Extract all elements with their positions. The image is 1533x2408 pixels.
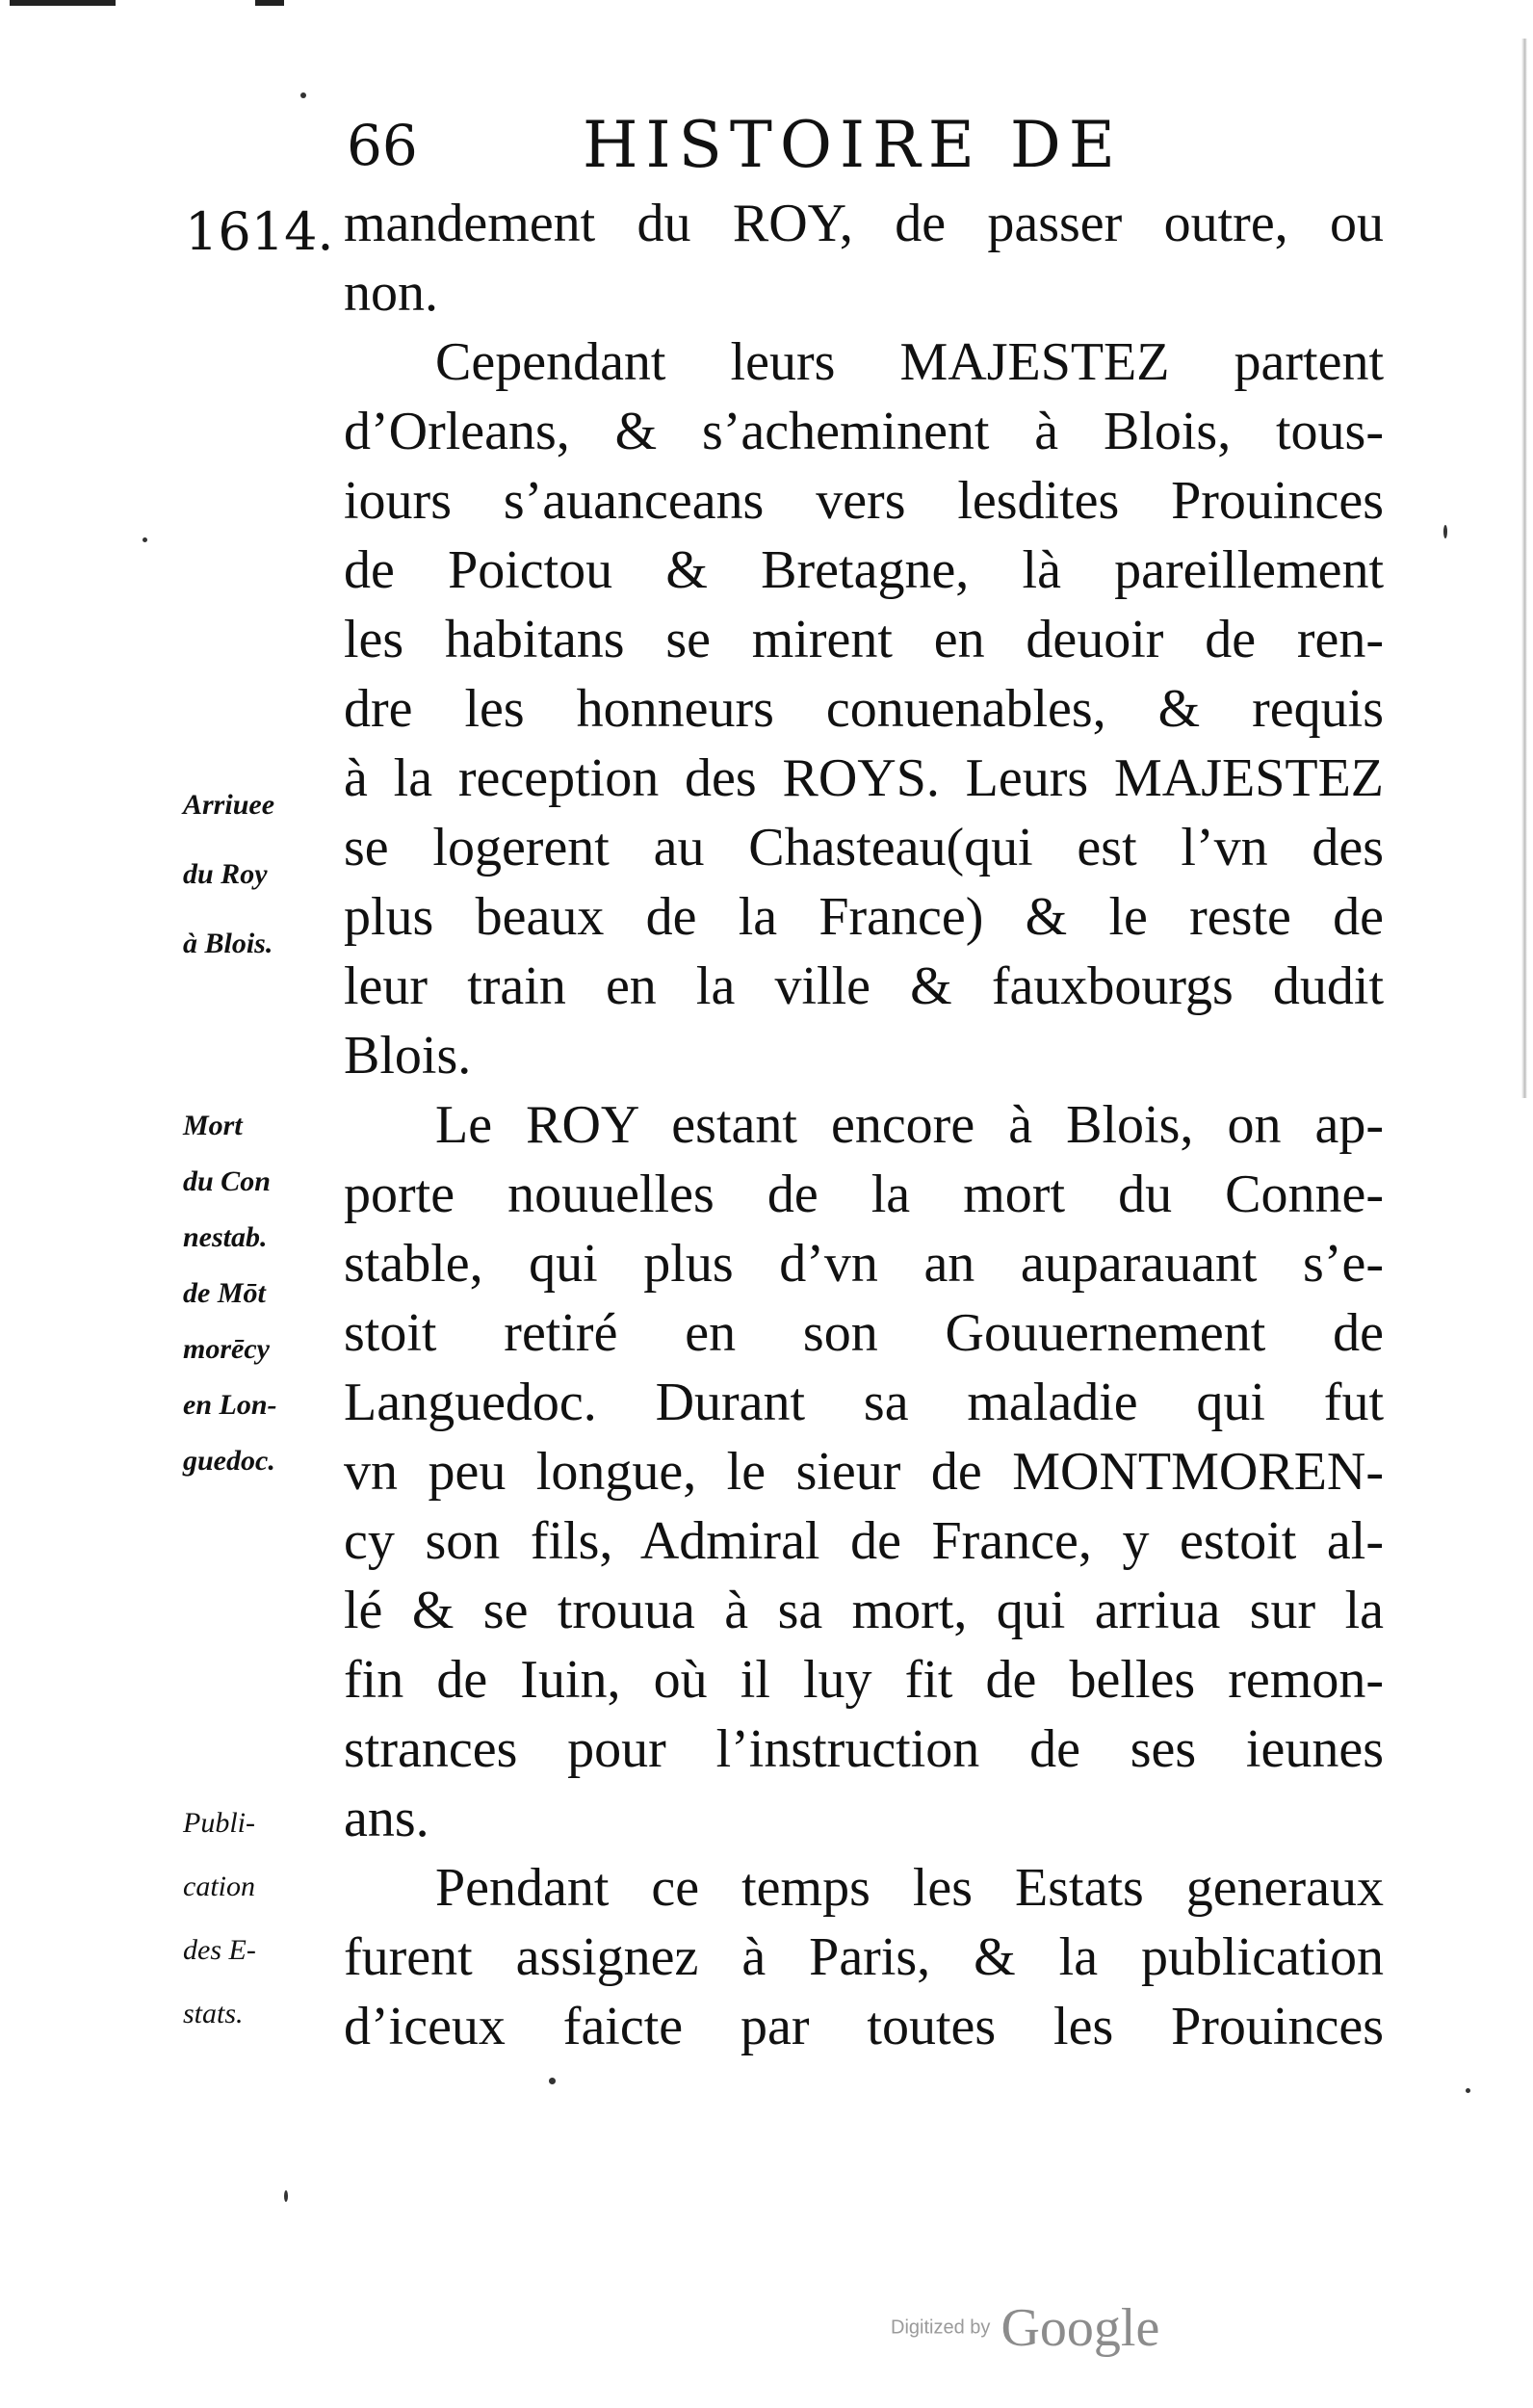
scan-speck <box>549 2078 556 2084</box>
text-line: Cependant leurs MAJESTEZ partent <box>435 332 1384 392</box>
text-line: furent assignez à Paris, & la publication <box>344 1927 1384 1987</box>
margin-note-line: Mort <box>183 1110 243 1141</box>
scan-speck <box>143 537 147 542</box>
text-line: plus beaux de la France) & le reste de <box>344 887 1384 947</box>
margin-note-line: en Lon- <box>183 1389 277 1421</box>
scan-speck <box>284 2190 288 2202</box>
margin-note-line: stats. <box>183 1998 244 2029</box>
text-line: dre les honneurs conuenables, & requis <box>344 679 1384 739</box>
scan-speck <box>1466 2088 1470 2093</box>
digitized-by-footer <box>891 2297 1159 2359</box>
margin-note-line: nestab. <box>183 1221 268 1253</box>
text-line: stable, qui plus d’vn an auparauant s’e- <box>344 1234 1384 1294</box>
page-number: 66 <box>347 113 418 178</box>
text-line: d’iceux faicte par toutes les Prouinces <box>344 1997 1384 2056</box>
text-line: vn peu longue, le sieur de MONTMOREN- <box>344 1442 1384 1502</box>
text-line: les habitans se mirent en deuoir de ren- <box>344 610 1384 669</box>
scan-speck <box>1443 525 1447 538</box>
text-line: cy son fils, Admiral de France, y estoit al- <box>344 1511 1384 1571</box>
text-line: strances pour l’instruction de ses ieunes <box>344 1719 1384 1779</box>
text-line: fin de Iuin, où il luy fit de belles remon- <box>344 1650 1384 1710</box>
digitized-by-label: Digitized by <box>891 2316 991 2339</box>
google-logo: Google <box>1000 2298 1160 2358</box>
text-line: Blois. <box>344 1026 472 1086</box>
margin-note-arrivee-du-roy <box>183 771 337 979</box>
text-line: stoit retiré en son Gouuernement de <box>344 1303 1384 1363</box>
margin-note-line: morēcy <box>183 1333 270 1365</box>
scan-artifact-top-left <box>10 0 116 6</box>
margin-note-line: à Blois. <box>183 928 273 959</box>
text-line: leur train en la ville & fauxbourgs dudit <box>344 956 1384 1016</box>
margin-note-line: guedoc. <box>183 1445 275 1477</box>
text-line: d’Orleans, & s’acheminent à Blois, tous- <box>344 402 1384 461</box>
running-head: HISTOIRE DE <box>583 108 1123 182</box>
text-line: à la reception des ROYS. Leurs MAJESTEZ <box>344 748 1384 808</box>
scan-speck <box>300 92 306 98</box>
text-line: Le ROY estant encore à Blois, on ap- <box>435 1095 1384 1155</box>
text-line: Pendant ce temps les Estats generaux <box>435 1858 1384 1918</box>
margin-note-line: Publi- <box>183 1807 255 1839</box>
margin-note-line: de Mōt <box>183 1277 266 1309</box>
margin-note-mort-du-connestable <box>183 1098 337 1489</box>
text-line: de Poictou & Bretagne, là pareillement <box>344 540 1384 600</box>
body-text <box>344 189 1384 2061</box>
margin-note-line: du Con <box>183 1165 271 1197</box>
margin-note-line: cation <box>183 1871 255 1902</box>
margin-note-line: Arriuee <box>183 789 275 821</box>
text-line: ans. <box>344 1789 429 1848</box>
margin-note-line: des E- <box>183 1934 256 1966</box>
margin-note-publication-des-estats <box>183 1792 337 2046</box>
text-line: porte nouuelles de la mort du Conne- <box>344 1165 1384 1224</box>
margin-year: 1614. <box>185 201 334 262</box>
text-line: Languedoc. Durant sa maladie qui fut <box>344 1373 1384 1432</box>
margin-note-line: du Roy <box>183 858 268 890</box>
text-line: se logerent au Chasteau(qui est l’vn des <box>344 818 1384 877</box>
scan-page-edge <box>1521 39 1527 1098</box>
scan-artifact-top-middle <box>255 0 284 6</box>
text-line: non. <box>344 263 438 323</box>
text-line: lé & se trouua à sa mort, qui arriua sur la <box>344 1581 1384 1640</box>
text-line: mandement du ROY, de passer outre, ou <box>344 194 1384 253</box>
text-line: iours s’auanceans vers lesdites Prouinces <box>344 471 1384 531</box>
